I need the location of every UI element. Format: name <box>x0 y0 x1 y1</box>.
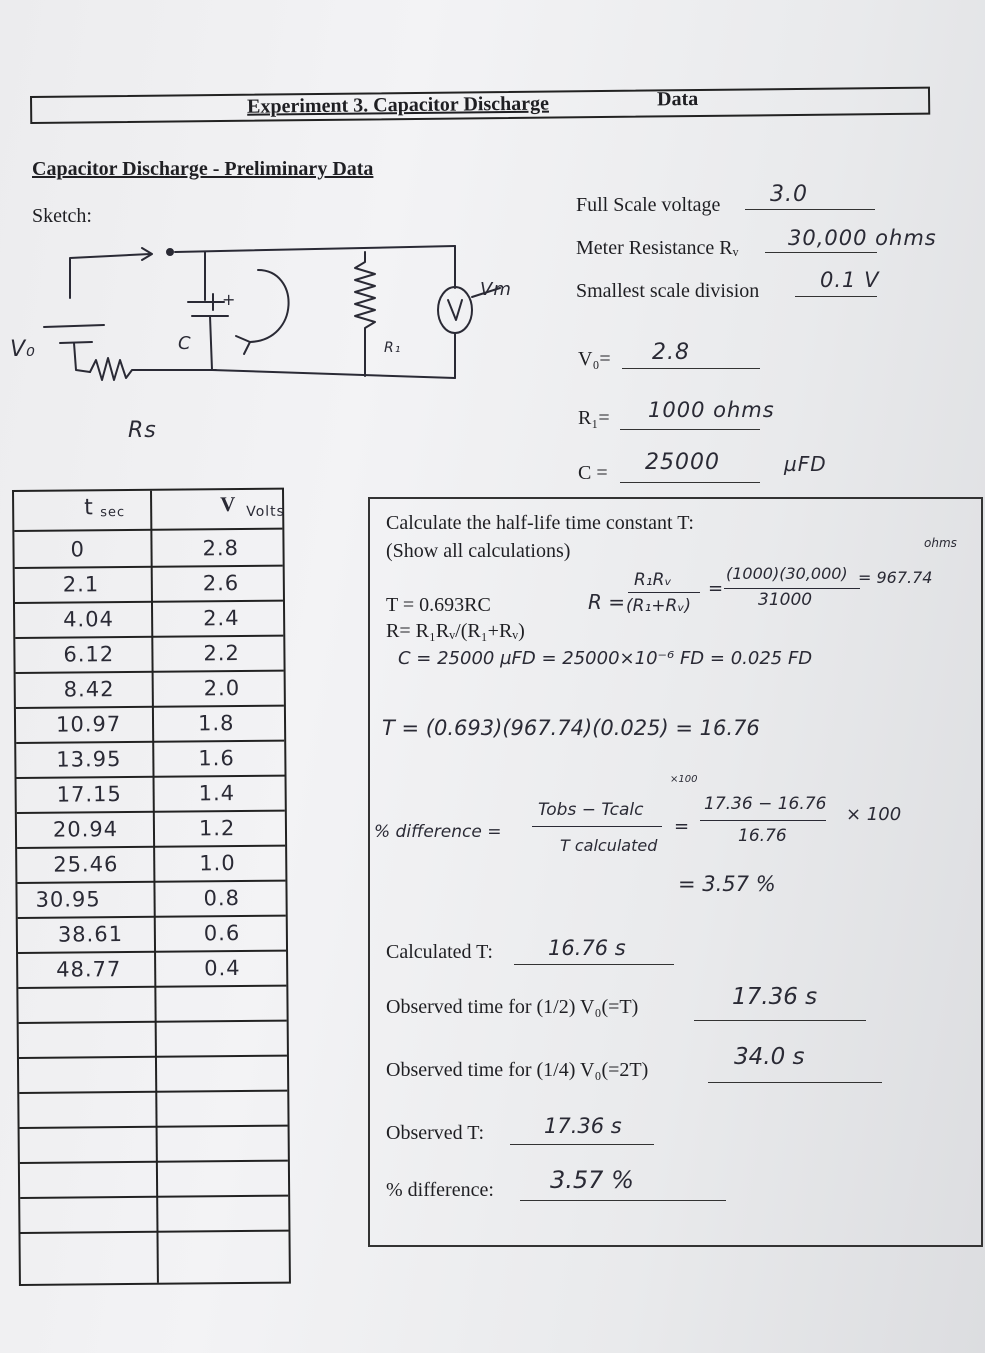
r-work-fraction-bar <box>628 592 700 593</box>
table-rule <box>20 1160 288 1164</box>
pdiff-final-value: 3.57 % <box>550 1166 634 1194</box>
pdiff-final-label: % difference: <box>386 1179 494 1201</box>
pdiff-result: = 3.57 % <box>678 872 776 896</box>
table-cell-v: 1.4 <box>198 781 236 806</box>
table-cell-v: 2.8 <box>202 536 240 561</box>
calc-subheading: (Show all calculations) <box>386 540 571 562</box>
table-rule <box>16 740 284 744</box>
table-rule <box>17 810 285 814</box>
full-scale-line <box>745 195 875 210</box>
sketch-vm-label: Vm <box>480 279 512 300</box>
data-table <box>12 488 291 1286</box>
col-v-header: V <box>220 492 237 517</box>
r-formula: R= R₁Rᵥ/(R₁+Rᵥ) <box>386 620 525 642</box>
t-formula: T = 0.693RC <box>386 594 491 616</box>
vo-value: 2.8 <box>652 340 690 365</box>
sketch-rs-label: Rs <box>128 418 157 443</box>
table-cell-t: 0 <box>70 537 86 562</box>
pdiff-sub-bar <box>700 820 826 821</box>
r-work-unit: ohms <box>924 536 957 550</box>
r-work-denominator: (R₁+Rᵥ) <box>626 596 692 616</box>
sketch-label: Sketch: <box>32 205 92 227</box>
r1-value: 1000 ohms <box>648 398 775 422</box>
observed-t-label: Observed T: <box>386 1122 485 1144</box>
table-cell-t: 30.95 <box>35 887 101 912</box>
circuit-sketch <box>0 230 560 460</box>
table-cell-v: 1.8 <box>197 711 235 736</box>
observed-t-value: 17.36 s <box>544 1114 622 1138</box>
vo-line <box>622 356 760 369</box>
meter-resistance-label: Meter Resistance Rᵥ <box>576 237 739 259</box>
calculated-t-value: 16.76 s <box>548 936 626 960</box>
table-rule <box>17 880 285 884</box>
table-divider <box>150 491 159 1283</box>
pdiff-times-100: × 100 <box>846 804 902 825</box>
vo-label: V₀= <box>578 348 611 370</box>
table-cell-v: 1.0 <box>199 851 236 876</box>
t-work: T = (0.693)(967.74)(0.025) = 16.76 <box>382 716 760 740</box>
table-cell-v: 0.4 <box>204 956 241 981</box>
table-cell-v: 2.4 <box>203 606 240 631</box>
table-rule <box>19 1055 287 1059</box>
c-unit: µFD <box>784 452 827 476</box>
table-rule <box>18 915 286 919</box>
table-rule <box>19 1090 287 1094</box>
table-cell-t: 10.97 <box>55 712 122 737</box>
smallest-division-label: Smallest scale division <box>576 280 760 302</box>
table-cell-t: 2.1 <box>62 572 100 597</box>
sketch-c-label: C <box>178 333 192 354</box>
table-cell-v: 2.0 <box>203 676 241 701</box>
obs-quarter-line <box>708 1068 882 1083</box>
r-work-mid-bar <box>724 588 860 589</box>
r1-label: R₁= <box>578 407 610 429</box>
table-cell-t: 17.15 <box>56 782 122 807</box>
table-rule <box>17 775 285 779</box>
table-header-rule <box>14 528 282 532</box>
table-rule <box>15 635 283 639</box>
pdiff-label: % difference = <box>374 822 502 842</box>
section-title: Capacitor Discharge - Preliminary Data <box>32 158 374 180</box>
full-scale-label: Full Scale voltage <box>576 194 721 216</box>
title-box <box>30 87 930 124</box>
pdiff-sub-denominator: 16.76 <box>738 826 787 846</box>
col-v-unit: Volts <box>246 503 286 520</box>
r-work-lhs: R = <box>588 590 626 614</box>
sketch-plus-label: + <box>222 290 237 309</box>
table-cell-t: 20.94 <box>52 817 119 842</box>
table-cell-t: 13.95 <box>56 747 122 772</box>
pdiff-bar <box>532 826 662 827</box>
r-work-result: = 967.74 <box>858 568 933 587</box>
table-rule <box>15 600 283 604</box>
table-cell-t: 25.46 <box>53 852 119 877</box>
table-rule <box>16 705 284 709</box>
pdiff-equals: = <box>674 816 690 837</box>
table-cell-t: 48.77 <box>56 957 122 982</box>
obs-half-value: 17.36 s <box>732 984 818 1010</box>
table-rule <box>17 845 285 849</box>
sketch-r1-label: R₁ <box>384 340 402 356</box>
calculated-t-label: Calculated T: <box>386 941 493 963</box>
pdiff-numerator: Tobs − Tcalc <box>538 800 644 820</box>
r-work-mid-numerator: (1000)(30,000) <box>726 564 848 583</box>
table-cell-t: 38.61 <box>57 922 124 947</box>
table-rule <box>19 1020 287 1024</box>
table-rule <box>16 670 284 674</box>
table-cell-v: 0.6 <box>203 921 241 946</box>
smallest-division-value: 0.1 V <box>820 268 880 292</box>
table-cell-t: 4.04 <box>63 607 115 632</box>
table-cell-t: 6.12 <box>63 642 115 667</box>
r-work-numerator: R₁Rᵥ <box>634 570 672 590</box>
pdiff-denominator: T calculated <box>560 836 658 855</box>
obs-quarter-value: 34.0 s <box>734 1044 805 1070</box>
table-rule <box>15 565 283 569</box>
table-cell-v: 0.8 <box>203 886 241 911</box>
pdiff-x100-note: ×100 <box>670 774 698 785</box>
pdiff-sub-numerator: 17.36 − 16.76 <box>704 794 827 814</box>
table-cell-v: 2.6 <box>202 571 240 596</box>
experiment-title: Experiment 3. Capacitor Discharge <box>247 92 550 118</box>
table-cell-v: 1.2 <box>198 816 236 841</box>
data-label: Data <box>656 88 699 111</box>
obs-quarter-label: Observed time for (1/4) V₀(=2T) <box>386 1059 649 1081</box>
table-rule <box>20 1125 288 1129</box>
table-rule <box>20 1230 288 1234</box>
obs-half-label: Observed time for (1/2) V₀(=T) <box>386 996 639 1018</box>
table-rule <box>20 1195 288 1199</box>
c-label: C = <box>578 462 608 484</box>
calc-heading: Calculate the half-life time constant T: <box>386 512 694 534</box>
full-scale-value: 3.0 <box>770 182 808 207</box>
table-cell-t: 8.42 <box>63 677 115 702</box>
table-rule <box>18 950 286 954</box>
col-t-unit: sec <box>100 505 126 521</box>
col-t-header: t <box>84 495 94 521</box>
r-work-equals: = <box>708 578 724 599</box>
c-work: C = 25000 µFD = 25000×10⁻⁶ FD = 0.025 FD <box>398 648 813 669</box>
table-rule <box>18 985 286 989</box>
sketch-vo-label: V₀ <box>10 337 36 362</box>
table-cell-v: 1.6 <box>198 746 235 771</box>
table-cell-v: 2.2 <box>203 641 240 666</box>
r-work-mid-denominator: 31000 <box>758 590 813 610</box>
meter-resistance-value: 30,000 ohms <box>788 226 937 250</box>
c-value: 25000 <box>645 450 720 475</box>
